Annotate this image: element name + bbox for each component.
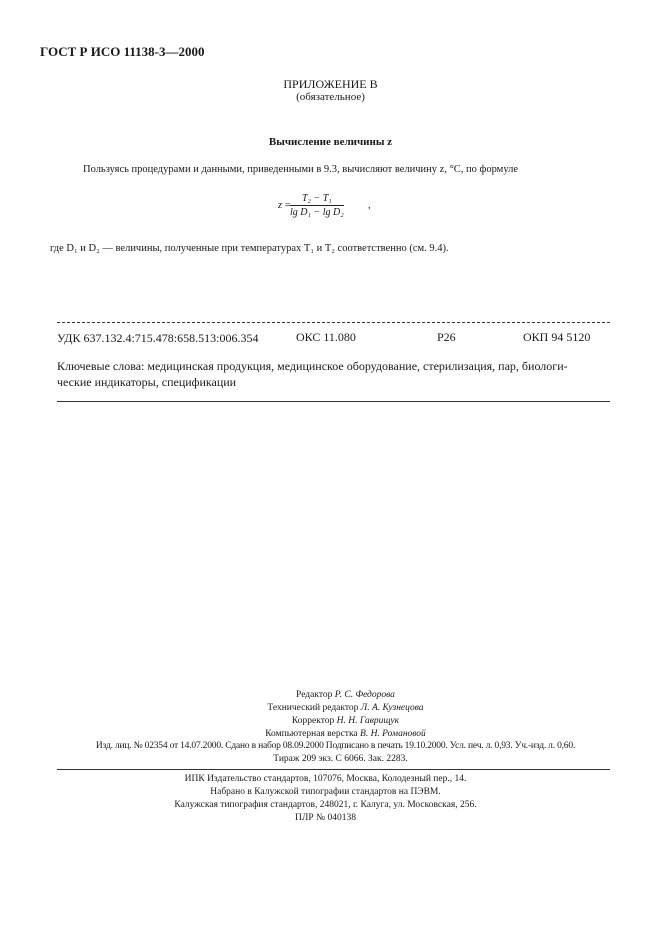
formula-numerator: T₂ − T₁ — [301, 193, 332, 204]
divider — [57, 322, 610, 323]
appendix-subtitle: (обязательное) — [296, 91, 365, 103]
credit-proofreader: Корректор Н. Н. Гаврищук — [291, 716, 400, 726]
imprint-line-1: Изд. лиц. № 02354 от 14.07.2000. Сдано в набор 08.09.2000 Подписано в печать 19.10.2000. Усл. печ. л. 0,93. Уч.-изд. л. 0,60. — [95, 741, 576, 751]
keywords-line-1: Ключевые слова: медицинская продукция, медицинское оборудование, стерилизация, пар, биологи- — [57, 359, 568, 373]
appendix-title: ПРИЛОЖЕНИЕ В — [283, 77, 378, 91]
credit-editor: Редактор Р. С. Федорова — [296, 690, 395, 700]
credit-tech-editor: Технический редактор Л. А. Кузнецова — [267, 703, 424, 713]
formula-denominator: lg D₁ − lg D₂ — [290, 207, 344, 218]
divider — [57, 401, 610, 402]
intro-paragraph: Пользуясь процедурами и данными, приведенными в 9.3, вычисляют величину z, °С, по формуле — [83, 164, 519, 175]
udk-code: УДК 637.132.4:715.478:658.513:006.354 — [57, 331, 259, 345]
section-title: Вычисление величины z — [268, 136, 393, 148]
credit-layout: Компьютерная верстка В. Н. Романовой — [265, 729, 426, 739]
formula-trail: , — [368, 200, 371, 211]
oks-code: ОКС 11.080 — [296, 330, 356, 344]
okp-code: ОКП 94 5120 — [523, 330, 591, 344]
divider — [57, 769, 610, 770]
formula-fraction — [290, 193, 344, 218]
document-id: ГОСТ Р ИСО 11138-3—2000 — [40, 44, 205, 59]
where-paragraph: где D₁ и D₂ — величины, полученные при температурах T₁ и T₂ соответственно (см. 9.4). — [50, 243, 449, 254]
credits-block — [15, 689, 661, 741]
keywords-line-2: ческие индикаторы, спецификации — [57, 375, 237, 389]
publisher-line: Набрано в Калужской типографии стандартов на ПЭВМ. — [210, 787, 441, 797]
publisher-line: ПЛР № 040138 — [295, 813, 356, 823]
publisher-block — [0, 773, 656, 825]
formula-lhs: z = — [278, 200, 291, 211]
group-code: Р26 — [437, 330, 456, 344]
publisher-line: ИПК Издательство стандартов, 107076, Москва, Колодезный пер., 14. — [184, 774, 467, 784]
publisher-line: Калужская типография стандартов, 248021, г. Калуга, ул. Московская, 256. — [174, 800, 477, 810]
imprint-line-2: Тираж 209 экз. С 6066. Зак. 2283. — [273, 754, 408, 764]
